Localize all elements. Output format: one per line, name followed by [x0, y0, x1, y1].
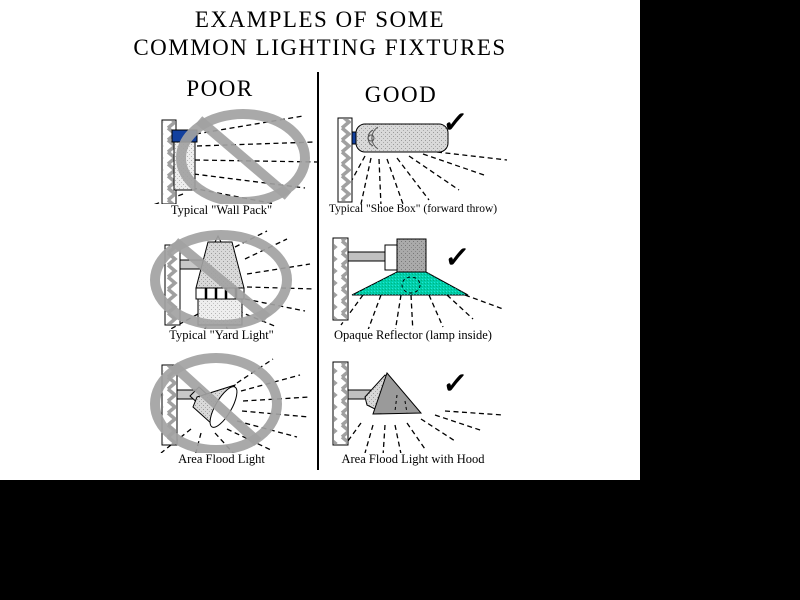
area-flood-hood-fixture: [348, 373, 421, 414]
page-title-line1: EXAMPLES OF SOME: [194, 7, 446, 32]
column-header-good: GOOD: [364, 82, 438, 107]
figure-label: Area Flood Light: [178, 452, 265, 466]
light-rays: [341, 295, 503, 329]
figure-label: Opaque Reflector (lamp inside): [334, 328, 492, 342]
page-title: [0, 6, 640, 62]
no-symbol-icon: [181, 114, 305, 202]
figure-label: Area Flood Light with Hood: [341, 452, 485, 466]
page-title-line2: COMMON LIGHTING FIXTURES: [133, 35, 507, 60]
light-rays: [345, 411, 503, 453]
light-rays: [341, 152, 507, 204]
mounting-wall: [333, 238, 348, 320]
yard-light-illustration: [95, 229, 320, 329]
area-flood-hood-illustration: [325, 353, 525, 453]
figure-opaque-reflector: [325, 229, 525, 347]
letterbox-bottom: [0, 480, 800, 600]
column-header-poor: POOR: [186, 76, 254, 101]
figure-label: Typical "Yard Light": [169, 328, 274, 342]
checkmark-icon: ✓: [443, 240, 472, 274]
hood-shape: [373, 373, 421, 414]
figure-shoe-box: [325, 104, 525, 222]
figure-label: Typical "Wall Pack": [170, 203, 273, 217]
mounting-wall: [338, 118, 352, 202]
checkmark-icon: ✓: [441, 366, 470, 400]
shoe-box-fixture: [352, 124, 448, 152]
opaque-reflector-illustration: [325, 229, 525, 329]
figure-wall-pack: [95, 104, 320, 222]
figure-area-flood-hood: [325, 353, 525, 471]
figure-area-flood: [95, 353, 320, 471]
shoe-box-illustration: [325, 104, 525, 204]
wall-pack-illustration: [95, 104, 320, 204]
checkmark-icon: ✓: [441, 105, 470, 139]
figure-yard-light: [95, 229, 320, 347]
mounting-wall: [333, 362, 348, 445]
figure-label: Typical "Shoe Box" (forward throw): [328, 203, 498, 215]
area-flood-illustration: [95, 353, 320, 453]
